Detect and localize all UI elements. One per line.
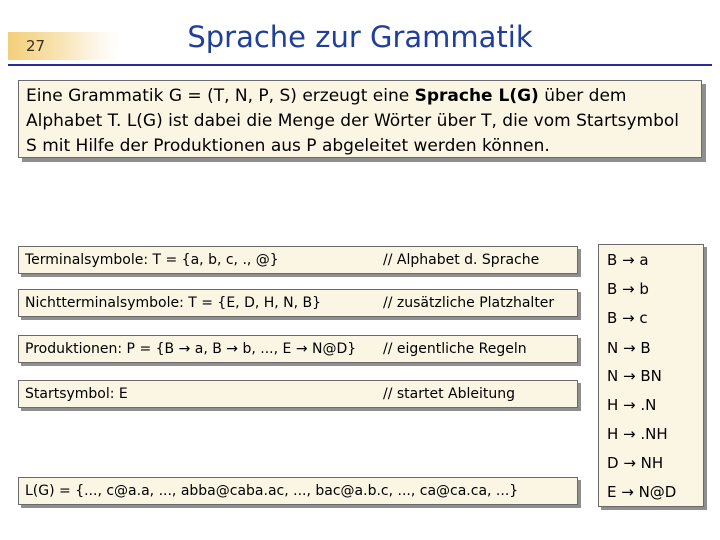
definition-box (18, 80, 702, 158)
title-divider (8, 64, 712, 66)
terminal-symbols-label: Terminalsymbole: T = {a, b, c, ., @} (25, 252, 279, 268)
production-rule: N → BN (607, 367, 662, 385)
production-rule: B → a (607, 251, 649, 269)
production-rules-box (598, 244, 704, 507)
start-symbol-box (18, 380, 578, 408)
production-rule: D → NH (607, 454, 664, 472)
slide-number: 27 (26, 37, 46, 55)
nonterminal-symbols-label: Nichtterminalsymbole: T = {E, D, H, N, B} (25, 295, 322, 311)
terminal-symbols-comment: // Alphabet d. Sprache (383, 252, 540, 268)
terminal-symbols-box (18, 246, 578, 274)
definition-text-start: Eine Grammatik G = (T, N, P, S) erzeugt eine (26, 86, 415, 106)
language-text: L(G) = {..., c@a.a, ..., abba@caba.ac, ..., bac@a.b.c, ..., ca@ca.ca, ...} (25, 483, 519, 499)
definition-highlight: Sprache L(G) (414, 86, 539, 106)
productions-label: Produktionen: P = {B → a, B → b, ..., E → N@D} (25, 341, 357, 357)
language-box (18, 477, 578, 505)
production-rule: B → b (607, 280, 649, 298)
start-symbol-label: Startsymbol: E (25, 386, 128, 402)
definition-text-end: über dem Alphabet T. L(G) ist dabei die Menge der Wörter über T, die vom Startsymbol S mit Hilfe der Produktionen aus P abgeleitet werden können. (26, 86, 680, 156)
production-rule: E → N@D (607, 483, 677, 501)
productions-box (18, 335, 578, 363)
slide-title: Sprache zur Grammatik (187, 20, 533, 54)
production-rule: H → .NH (607, 425, 668, 443)
nonterminal-symbols-box (18, 289, 578, 317)
start-symbol-comment: // startet Ableitung (383, 386, 516, 402)
nonterminal-symbols-comment: // zusätzliche Platzhalter (383, 295, 555, 311)
productions-comment: // eigentliche Regeln (383, 341, 527, 357)
production-rule: H → .N (607, 396, 657, 414)
production-rule: B → c (607, 309, 648, 327)
production-rule: N → B (607, 339, 651, 357)
